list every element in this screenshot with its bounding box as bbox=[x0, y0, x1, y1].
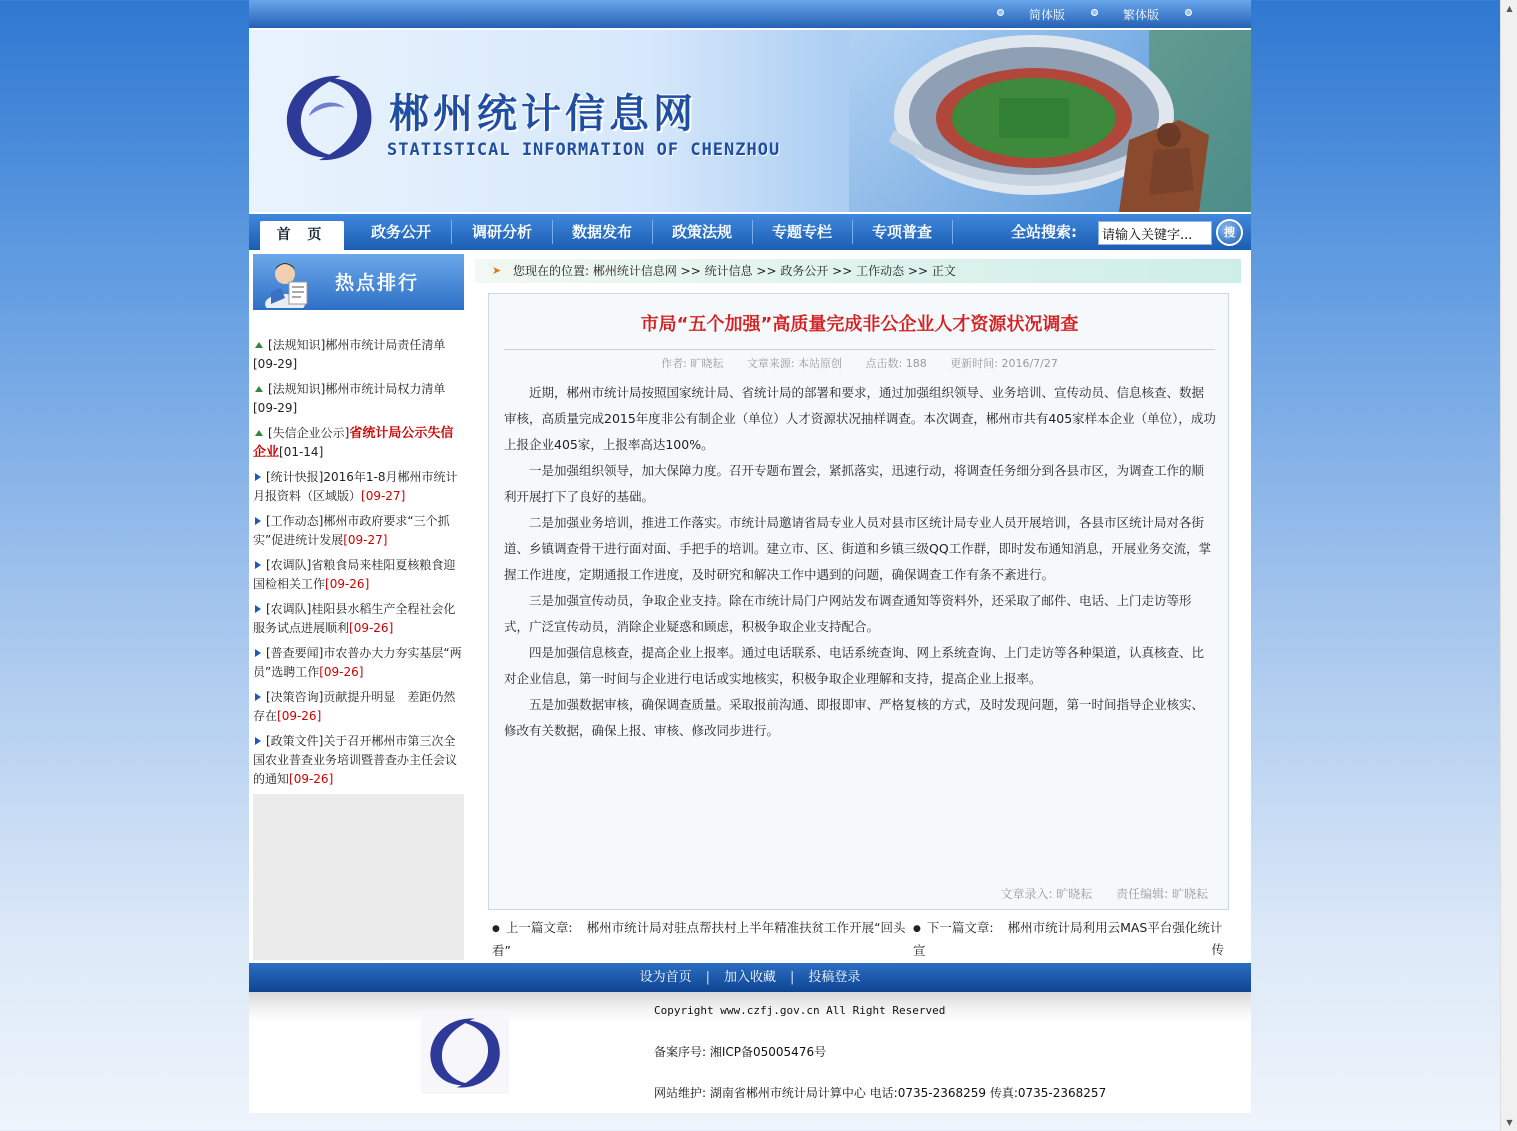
article-source: 文章来源: 本站原创 bbox=[746, 357, 843, 370]
site-logo-icon bbox=[421, 1012, 509, 1094]
list-item-date: [01-14] bbox=[279, 445, 324, 459]
nav-item-policy[interactable]: 政策法规 bbox=[671, 223, 732, 241]
list-item[interactable] bbox=[253, 380, 464, 418]
simplified-chinese-link[interactable]: 简体版 bbox=[1029, 8, 1066, 22]
footer-links-bar bbox=[249, 963, 1251, 992]
list-item-date: [09-26] bbox=[277, 709, 322, 723]
blue-arrow-right-icon bbox=[255, 561, 261, 569]
article-meta bbox=[489, 355, 1230, 371]
person-avatar-icon bbox=[263, 258, 311, 308]
list-item-title: [普查要闻]市农普办大力夯实基层“两员”选聘工作 bbox=[253, 646, 462, 679]
scrollbar-thumb[interactable] bbox=[1503, 18, 1516, 1110]
site-logo-icon bbox=[279, 68, 379, 168]
article-entered-by: 文章录入: 旷晓耘 bbox=[1000, 887, 1093, 901]
list-item-date: [09-29] bbox=[253, 401, 298, 415]
site-title: 郴州统计信息网 bbox=[389, 91, 697, 137]
footer-logo bbox=[421, 1012, 509, 1094]
blue-arrow-right-icon bbox=[255, 693, 261, 701]
article-paragraph: 二是加强业务培训，推进工作落实。市统计局邀请省局专业人员对县市区统计局专业人员开展培训，各县市区统计局对各街道、乡镇调查骨干进行面对面、手把手的培训。建立市、区、街道和乡镇三级QQ工作群，即时发布通知消息，开展业务交流，掌握工作进度，定期通报工作进度，及时研究和解决工作中遇到的问题，确保调查工作有条不紊进行。 bbox=[504, 515, 1212, 582]
search-input[interactable] bbox=[1098, 221, 1212, 245]
article-footer bbox=[980, 885, 1208, 902]
list-item-title: [统计快报]2016年1-8月郴州市统计月报资料（区域版） bbox=[253, 470, 458, 503]
prev-article-link[interactable]: 郴州市统计局对驻点帮扶村上半年精准扶贫工作开展“回头 bbox=[586, 920, 906, 935]
nav-item-special-topics[interactable]: 专题专栏 bbox=[771, 223, 832, 241]
copyright-text: Copyright www.czfj.gov.cn All Right Reserved bbox=[654, 1004, 946, 1017]
article-clicks: 点击数: 188 bbox=[865, 357, 927, 370]
article-author: 作者: 旷晓耘 bbox=[661, 357, 724, 370]
submit-login-link[interactable]: 投稿登录 bbox=[808, 970, 861, 985]
breadcrumb bbox=[475, 259, 1241, 283]
list-item-date: [09-26] bbox=[349, 621, 394, 635]
stadium-photo-icon bbox=[849, 30, 1251, 212]
footer-separator: | bbox=[790, 970, 795, 985]
nav-item-data-release[interactable]: 数据发布 bbox=[571, 223, 632, 241]
hot-ranking-sidebar bbox=[253, 254, 464, 960]
list-item-title: [政策文件]关于召开郴州市第三次全国农业普查业务培训暨普查办主任会议的通知 bbox=[253, 734, 458, 786]
nav-item-census[interactable]: 专项普查 bbox=[871, 223, 932, 241]
green-arrow-up-icon bbox=[255, 386, 263, 392]
bullet-icon: ● bbox=[913, 923, 921, 934]
nav-item-home[interactable]: 首 页 bbox=[260, 221, 344, 250]
nav-item-research[interactable]: 调研分析 bbox=[471, 223, 532, 241]
list-item-highlight: 省统计局公示失信企业 bbox=[253, 426, 454, 460]
search-button[interactable]: 搜 bbox=[1216, 219, 1243, 246]
maintainer-info: 网站维护: 湖南省郴州市统计局计算中心 电话:0735-2368259 传真:0735-2368257 bbox=[654, 1086, 1107, 1100]
list-item-title: [工作动态]郴州市政府要求“三个抓实”促进统计发展 bbox=[253, 514, 450, 547]
list-item[interactable] bbox=[253, 424, 464, 462]
icp-record: 备案序号: 湘ICP备05005476号 bbox=[654, 1045, 827, 1059]
list-item-category: [失信企业公示] bbox=[268, 426, 350, 440]
list-item-title: [农调队]省粮食局来桂阳夏核粮食迎国检相关工作 bbox=[253, 558, 456, 591]
blue-arrow-right-icon bbox=[255, 737, 261, 745]
next-label: 下一篇文章: bbox=[926, 920, 994, 935]
site-banner bbox=[249, 30, 1251, 212]
green-arrow-up-icon bbox=[255, 342, 263, 348]
footer-separator: | bbox=[705, 970, 710, 985]
footer bbox=[249, 992, 1251, 1113]
vertical-scrollbar[interactable] bbox=[1500, 0, 1517, 1131]
list-item-date: [09-26] bbox=[289, 772, 334, 786]
list-item-title: [法规知识]郴州市统计局责任清单 bbox=[268, 338, 446, 352]
scroll-down-icon[interactable]: ▼ bbox=[1506, 1118, 1513, 1127]
search-label: 全站搜索: bbox=[1011, 223, 1077, 241]
list-item[interactable] bbox=[253, 512, 464, 550]
list-item[interactable] bbox=[253, 600, 464, 638]
main-nav bbox=[249, 214, 1251, 250]
scroll-up-icon[interactable]: ▲ bbox=[1506, 4, 1513, 13]
article-panel bbox=[488, 293, 1229, 910]
prev-next-nav bbox=[492, 917, 1224, 962]
blue-arrow-right-icon bbox=[255, 649, 261, 657]
article-paragraph: 三是加强宣传动员，争取企业支持。除在市统计局门户网站发布调查通知等资料外，还采取了邮件、电话、上门走访等形式，广泛宣传动员，消除企业疑惑和顾虑，积极争取企业支持配合。 bbox=[504, 593, 1192, 634]
list-item[interactable] bbox=[253, 644, 464, 682]
article-body bbox=[504, 380, 1216, 744]
hot-list bbox=[253, 310, 464, 794]
nav-item-government-affairs[interactable]: 政务公开 bbox=[370, 223, 431, 241]
breadcrumb-text[interactable]: 您现在的位置: 郴州统计信息网 >> 统计信息 >> 政务公开 >> 工作动态 >> 正文 bbox=[513, 264, 956, 278]
article-title: 市局“五个加强”高质量完成非公企业人才资源状况调查 bbox=[640, 314, 1079, 335]
next-article bbox=[913, 917, 1224, 962]
nav-divider bbox=[952, 220, 953, 244]
list-item[interactable] bbox=[253, 732, 464, 789]
list-item-date: [09-27] bbox=[343, 533, 388, 547]
prev-label: 上一篇文章: bbox=[505, 920, 573, 935]
article-paragraph: 近期，郴州市统计局按照国家统计局、省统计局的部署和要求，通过加强组织领导、业务培训、宣传动员、信息核查、数据审核，高质量完成2015年度非公有制企业（单位）人才资源状况抽样调查。本次调查，郴州市共有405家样本企业（单位），成功上报企业405家，上报率高达100%。 bbox=[504, 385, 1216, 452]
list-item-date: [09-26] bbox=[325, 577, 370, 591]
list-item[interactable] bbox=[253, 688, 464, 726]
blue-arrow-right-icon bbox=[255, 517, 261, 525]
list-item-date: [09-27] bbox=[361, 489, 406, 503]
circle-bullet-icon bbox=[1185, 9, 1192, 16]
add-favorite-link[interactable]: 加入收藏 bbox=[723, 970, 776, 985]
orange-arrow-icon: ➤ bbox=[492, 264, 502, 277]
article-updated: 更新时间: 2016/7/27 bbox=[950, 357, 1058, 370]
list-item[interactable] bbox=[253, 468, 464, 506]
blue-arrow-right-icon bbox=[255, 605, 261, 613]
article-paragraph: 五是加强数据审核，确保调查质量。采取报前沟通、即报即审、严格复核的方式，及时发现问题，第一时间指导企业核实、修改有关数据，确保上报、审核、修改同步进行。 bbox=[504, 697, 1205, 738]
set-homepage-link[interactable]: 设为首页 bbox=[639, 970, 692, 985]
article-editor: 责任编辑: 旷晓耘 bbox=[1116, 887, 1208, 901]
blue-arrow-right-icon bbox=[255, 473, 261, 481]
circle-bullet-icon bbox=[1091, 9, 1098, 16]
list-item-date: [09-29] bbox=[253, 357, 298, 371]
list-item[interactable] bbox=[253, 336, 464, 374]
bullet-icon: ● bbox=[492, 923, 500, 934]
article-paragraph: 四是加强信息核查，提高企业上报率。通过电话联系、电话系统查询、网上系统查询、上门走访等各种渠道，认真核查、比对企业信息，第一时间与企业进行电话或实地核实，积极争取企业理解和支持，提高企业上报率。 bbox=[504, 645, 1205, 686]
list-item-title: [农调队]桂阳县水稻生产全程社会化服务试点进展顺利 bbox=[253, 602, 456, 635]
article-paragraph: 一是加强组织领导，加大保障力度。召开专题布置会，紧抓落实，迅速行动，将调查任务细分到各县市区，为调查工作的顺利开展打下了良好的基础。 bbox=[504, 463, 1205, 504]
next-article-link[interactable]: 郴州市统计局利用云MAS平台强化统计宣 bbox=[913, 920, 1223, 958]
list-item-title: [决策咨询]贡献提升明显 差距仍然存在 bbox=[253, 690, 456, 723]
circle-bullet-icon bbox=[997, 9, 1004, 16]
list-item-title: [法规知识]郴州市统计局权力清单 bbox=[268, 382, 446, 396]
prev-article-link-cont[interactable]: 看” bbox=[492, 942, 511, 958]
green-arrow-up-icon bbox=[255, 430, 263, 436]
title-divider bbox=[504, 349, 1215, 350]
sidebar-title: 热点排行 bbox=[335, 272, 420, 294]
list-item-date: [09-26] bbox=[319, 665, 364, 679]
site-subtitle: STATISTICAL INFORMATION OF CHENZHOU bbox=[387, 140, 781, 160]
next-article-link-cont[interactable]: 传 bbox=[1211, 942, 1224, 957]
page-container bbox=[249, 0, 1251, 1113]
traditional-chinese-link[interactable]: 繁体版 bbox=[1123, 8, 1160, 22]
top-bar bbox=[249, 0, 1251, 28]
sidebar-header bbox=[253, 254, 464, 310]
list-item[interactable] bbox=[253, 556, 464, 594]
